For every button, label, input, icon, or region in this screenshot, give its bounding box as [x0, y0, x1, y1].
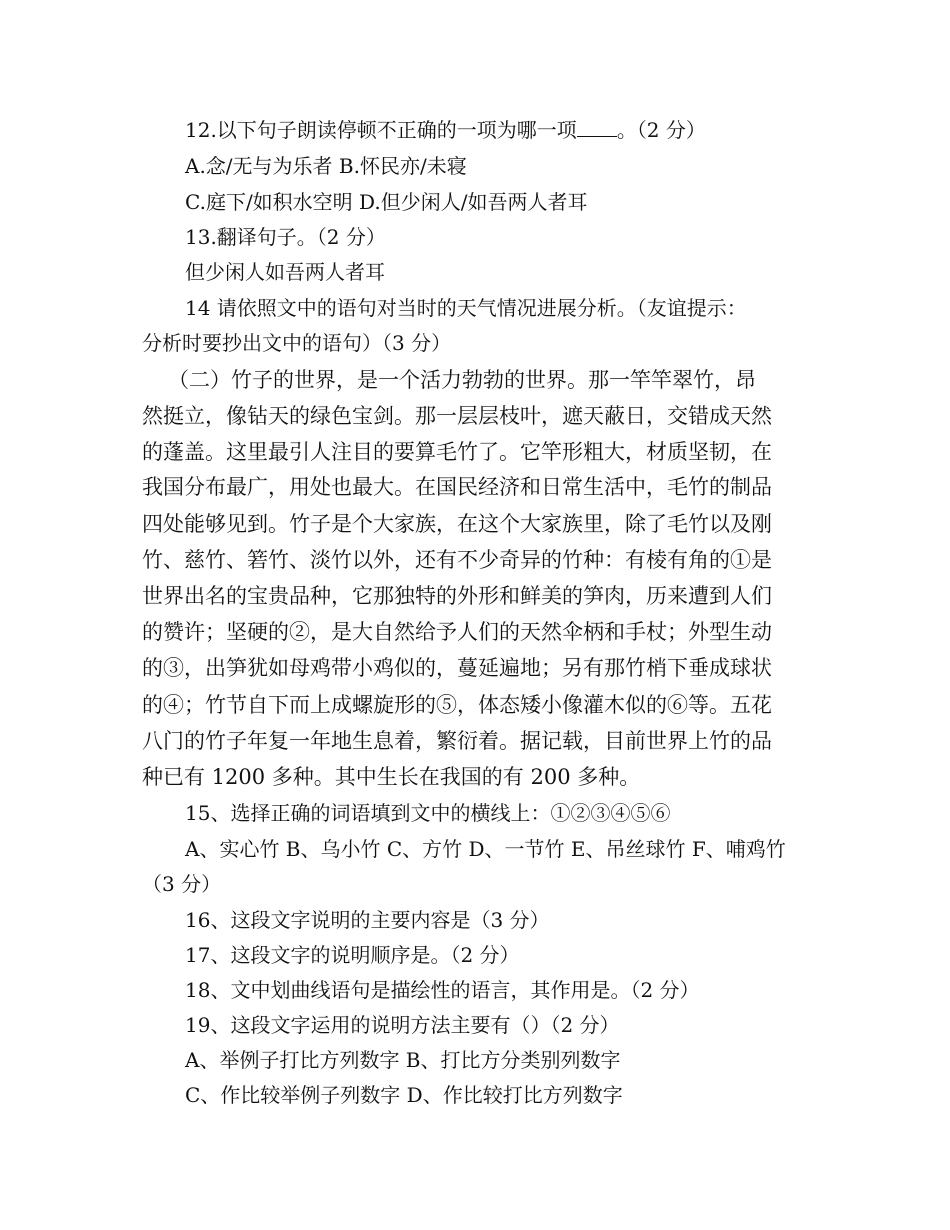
- passage-line-4: 我国分布最广，用处也最大。在国民经济和日常生活中，毛竹的制品: [142, 475, 772, 499]
- passage-line-1: （二）竹子的世界，是一个活力勃勃的世界。那一竿竿翠竹，昂: [168, 368, 756, 392]
- question-14-line-1: 14 请依照文中的语句对当时的天气情况进展分析。（友谊提示：: [185, 296, 747, 320]
- question-12: [185, 112, 706, 148]
- question-18: 18、文中划曲线语句是描绘性的语言，其作用是。（2 分）: [185, 978, 700, 1002]
- passage-line-12: 种已有 1200 多种。其中生长在我国的有 200 多种。: [142, 765, 641, 789]
- passage-line-9: 的③，出笋犹如母鸡带小鸡似的，蔓延遍地；另有那竹梢下垂成球状: [142, 656, 772, 680]
- question-15-options: A、实心竹 B、乌小竹 C、方竹 D、一节竹 E、吊丝球竹 F、哺鸡竹: [185, 837, 786, 861]
- passage-line-6: 竹、慈竹、箬竹、淡竹以外，还有不少奇异的竹种：有棱有角的①是: [142, 548, 772, 572]
- passage-line-10: 的④；竹节自下而上成螺旋形的⑤，体态矮小像灌木似的⑥等。五花: [142, 693, 772, 717]
- passage-line-3: 的蓬盖。这里最引人注目的要算毛竹了。它竿形粗大，材质坚韧，在: [142, 440, 772, 464]
- passage-line-11: 八门的竹子年复一年地生息着，繁衍着。据记载，目前世界上竹的品: [142, 729, 772, 753]
- question-15-score: （3 分）: [142, 872, 222, 896]
- question-16: 16、这段文字说明的主要内容是（3 分）: [185, 908, 550, 932]
- question-12-score: 。（2 分）: [616, 118, 706, 142]
- question-12-options-cd: C.庭下/如积水空明 D.但少闲人/如吾两人者耳: [185, 190, 588, 214]
- question-15: 15、选择正确的词语填到文中的横线上：①②③④⑤⑥: [185, 801, 671, 825]
- passage-line-5: 四处能够见到。竹子是个大家族，在这个大家族里，除了毛竹以及刚: [142, 512, 772, 536]
- question-13-sentence: 但少闲人如吾两人者耳: [185, 260, 385, 284]
- question-19-options-cd: C、作比较举例子列数字 D、作比较打比方列数字: [185, 1083, 623, 1107]
- passage-line-7: 世界出名的宝贵品种，它那独特的外形和鲜美的笋肉，历来遭到人们: [142, 584, 772, 608]
- question-12-options-ab: A.念/无与为乐者 B.怀民亦/未寝: [185, 154, 467, 178]
- answer-blank: [577, 118, 617, 137]
- question-19: 19、这段文字运用的说明方法主要有（）（2 分）: [185, 1013, 620, 1037]
- passage-line-2: 然挺立，像钻天的绿色宝剑。那一层层枝叶，遮天蔽日，交错成天然: [142, 404, 772, 428]
- passage-line-8: 的赞许；坚硬的②，是大自然给予人们的天然伞柄和手杖；外型生动: [142, 620, 772, 644]
- question-14-line-2: 分析时要抄出文中的语句）（3 分）: [142, 331, 452, 355]
- question-19-options-ab: A、举例子打比方列数字 B、打比方分类别列数字: [185, 1048, 621, 1072]
- question-13: 13.翻译句子。（2 分）: [185, 225, 386, 249]
- question-12-prompt: 12.以下句子朗读停顿不正确的一项为哪一项: [185, 118, 577, 142]
- question-17: 17、这段文字的说明顺序是。（2 分）: [185, 943, 520, 967]
